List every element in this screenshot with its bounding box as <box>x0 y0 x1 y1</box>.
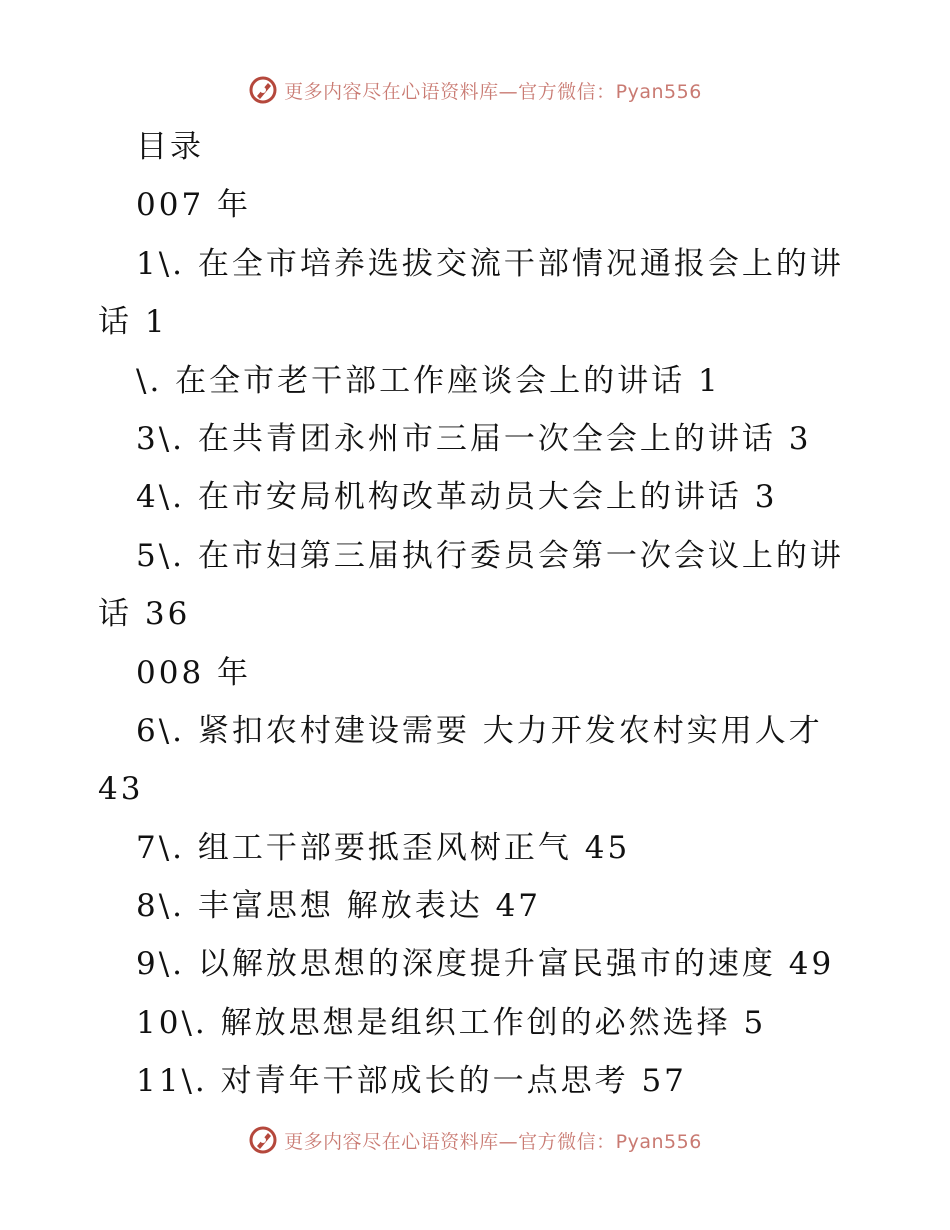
toc-entry: \. 在全市老干部工作座谈会上的讲话 1 <box>136 362 721 399</box>
watermark-text: 更多内容尽在心语资料库—官方微信：Pyan556 <box>284 1130 702 1153</box>
toc-entry-continuation: 话 1 <box>98 304 168 341</box>
watermark-footer <box>0 1120 950 1160</box>
toc-entry: 5\. 在市妇第三届执行委员会第一次会议上的讲 <box>136 537 844 574</box>
toc-entry-continuation: 43 <box>98 771 144 808</box>
toc-entry: 6\. 紧扣农村建设需要 大力开发农村实用人才 <box>136 712 823 749</box>
toc-entry: 3\. 在共青团永州市三届一次全会上的讲话 3 <box>136 420 812 457</box>
toc-entry: 9\. 以解放思想的深度提升富民强市的速度 49 <box>136 946 835 983</box>
toc-entry: 1\. 在全市培养选拔交流干部情况通报会上的讲 <box>136 245 844 282</box>
watermark-header <box>0 70 950 110</box>
pen-logo-icon <box>248 1125 278 1155</box>
toc-year-heading: 007 年 <box>136 187 252 224</box>
toc-entry-continuation: 话 36 <box>98 596 191 633</box>
pen-logo-icon <box>248 75 278 105</box>
toc-entry: 4\. 在市安局机构改革动员大会上的讲话 3 <box>136 479 778 516</box>
toc-entry: 8\. 丰富思想 解放表达 47 <box>136 888 542 925</box>
toc-title: 目录 <box>136 129 204 165</box>
toc-entry: 10\. 解放思想是组织工作创的必然选择 5 <box>136 1004 767 1041</box>
watermark-text: 更多内容尽在心语资料库—官方微信：Pyan556 <box>284 80 702 103</box>
toc-entry: 7\. 组工干部要抵歪风树正气 45 <box>136 829 631 866</box>
table-of-contents <box>98 118 858 1111</box>
toc-year-heading: 008 年 <box>136 654 252 691</box>
toc-entry: 11\. 对青年干部成长的一点思考 57 <box>136 1063 687 1100</box>
